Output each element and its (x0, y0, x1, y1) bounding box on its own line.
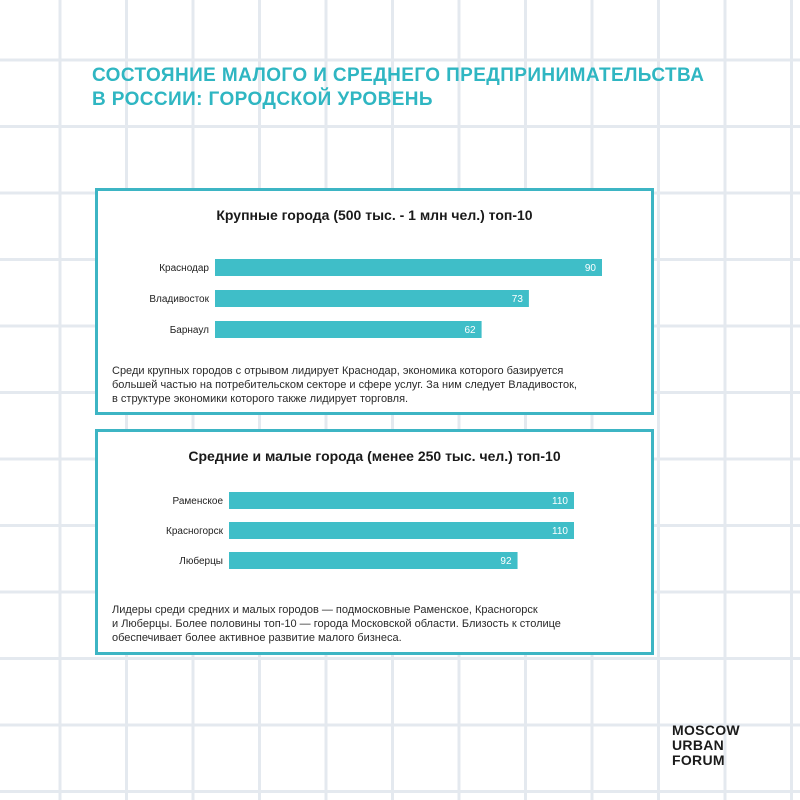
chart-note-line: обеспечивает более активное развитие малого бизнеса. (112, 632, 402, 644)
page-title-line-2: В РОССИИ: ГОРОДСКОЙ УРОВЕНЬ (92, 89, 433, 110)
chart-title: Средние и малые города (менее 250 тыс. чел.) топ-10 (188, 448, 561, 464)
bar-chart-large-cities (98, 191, 651, 351)
category-label: Краснодар (159, 263, 209, 274)
bar (215, 259, 602, 276)
data-label: 62 (464, 325, 476, 336)
category-label: Владивосток (149, 294, 209, 305)
bar (229, 552, 518, 569)
chart-note-line: Среди крупных городов с отрывом лидирует Краснодар, экономика которого базируется (112, 365, 564, 377)
category-label: Красногорск (166, 526, 223, 537)
chart-note-line: в структуре экономики которого также лидирует торговля. (112, 393, 409, 405)
category-label: Люберцы (179, 556, 223, 567)
data-label: 110 (552, 526, 568, 537)
chart-title: Крупные города (500 тыс. - 1 млн чел.) топ-10 (216, 207, 533, 223)
category-label: Раменское (172, 496, 223, 507)
chart-note-line: и Люберцы. Более половины топ-10 — города Московской области. Близость к столице (112, 618, 561, 630)
bar (215, 321, 482, 338)
chart-note-line: большей частью на потребительском секторе и сфере услуг. За ним следует Владивосток, (112, 379, 577, 391)
logo-line: MOSCOW (672, 722, 740, 738)
logo-line: URBAN (672, 737, 725, 753)
bar (229, 492, 574, 509)
logo-line: FORUM (672, 752, 725, 768)
chart-panel-small-cities (95, 429, 654, 655)
chart-panel-large-cities (95, 188, 654, 415)
bar (229, 522, 574, 539)
data-label: 110 (552, 496, 568, 507)
page-title (92, 64, 772, 112)
moscow-urban-forum-logo (672, 723, 740, 768)
chart-note (112, 603, 647, 645)
bar (215, 290, 529, 307)
bar-chart-small-cities (98, 432, 651, 592)
category-label: Барнаул (169, 325, 209, 336)
chart-note-line: Лидеры среди средних и малых городов — подмосковные Раменское, Красногорск (112, 604, 538, 616)
data-label: 92 (500, 556, 512, 567)
data-label: 73 (511, 294, 523, 305)
chart-note (112, 364, 647, 406)
data-label: 90 (584, 263, 596, 274)
page-title-line-1: СОСТОЯНИЕ МАЛОГО И СРЕДНЕГО ПРЕДПРИНИМАТЕЛЬСТВА (92, 65, 705, 86)
